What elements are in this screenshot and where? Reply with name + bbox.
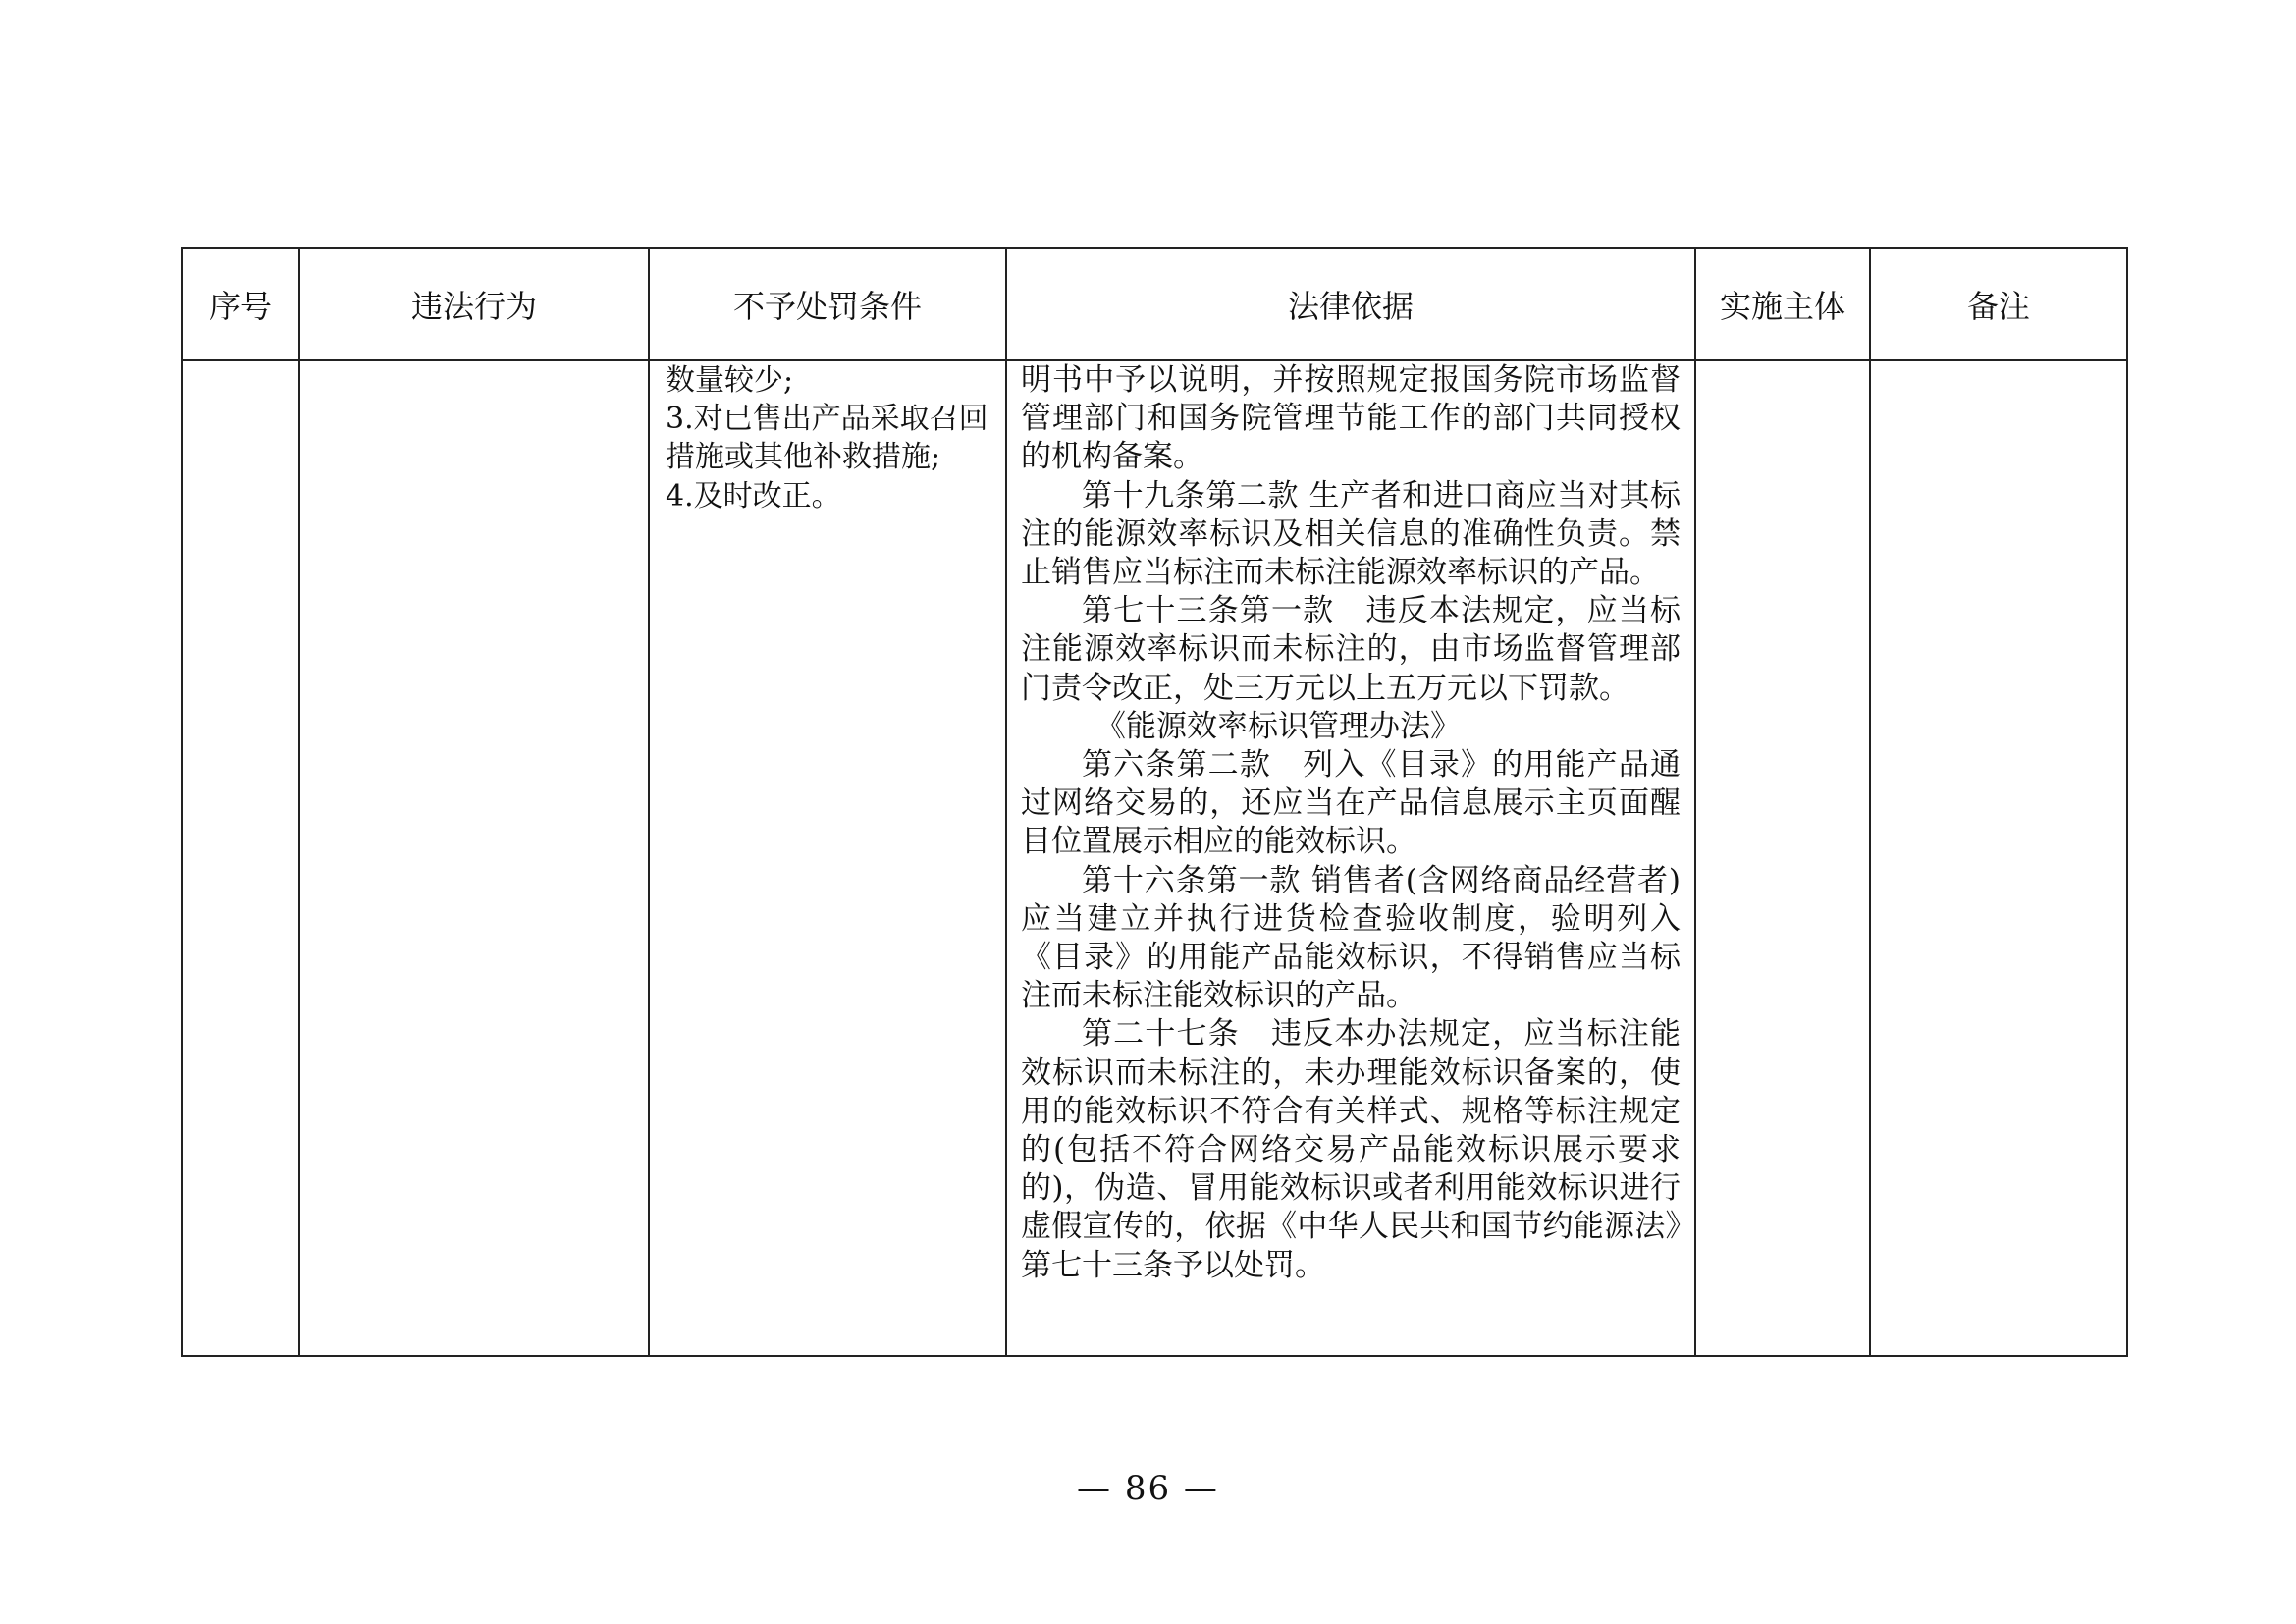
basis-paragraph: 第十九条第二款 生产者和进口商应当对其标注的能源效率标识及相关信息的准确性负责。禁止销售应当标注而未标注能源效率标识的产品。 [1021, 477, 1681, 591]
condition-line: 4.及时改正。 [666, 478, 841, 514]
cell-subject [1695, 360, 1870, 1356]
basis-paragraph: 第六条第二款 列入《目录》的用能产品通过网络交易的，还应当在产品信息展示主页面醒目位置展示相应的能效标识。 [1021, 747, 1681, 860]
regulation-table [181, 247, 2128, 1357]
condition-line: 数量较少; [666, 363, 794, 398]
basis-regulation-title: 《能源效率标识管理办法》 [1095, 708, 1461, 744]
basis-paragraph: 明书中予以说明，并按照规定报国务院市场监督管理部门和国务院管理节能工作的部门共同授权的机构备案。 [1021, 362, 1681, 475]
header-remarks: 备注 [1870, 248, 2127, 360]
basis-paragraph: 第七十三条第一款 违反本法规定，应当标注能源效率标识而未标注的，由市场监督管理部门责令改正，处三万元以上五万元以下罚款。 [1021, 593, 1681, 706]
header-row [182, 248, 2127, 360]
header-basis: 法律依据 [1006, 248, 1695, 360]
cell-seq [182, 360, 299, 1356]
cell-violation [299, 360, 649, 1356]
cell-remarks [1870, 360, 2127, 1356]
header-conditions: 不予处罚条件 [649, 248, 1006, 360]
basis-paragraph: 第二十七条 违反本办法规定，应当标注能效标识而未标注的，未办理能效标识备案的，使用的能效标识不符合有关样式、规格等标注规定的(包括不符合网络交易产品能效标识展示要求的)，伪造、冒用能效标识或者利用能效标识进行虚假宣传的，依据《中华人民共和国节约能源法》第七十三条予以处罚。 [1021, 1016, 1681, 1283]
header-seq: 序号 [182, 248, 299, 360]
condition-line: 措施或其他补救措施; [666, 440, 941, 475]
header-violation: 违法行为 [299, 248, 649, 360]
table-row [182, 360, 2127, 1356]
header-subject: 实施主体 [1695, 248, 1870, 360]
page-number: — 86 — [1077, 1469, 1219, 1508]
basis-paragraph: 第十六条第一款 销售者(含网络商品经营者)应当建立并执行进货检查验收制度，验明列入《目录》的用能产品能效标识，不得销售应当标注而未标注能效标识的产品。 [1021, 862, 1681, 1014]
cell-conditions [649, 360, 1006, 1356]
cell-legal-basis [1006, 360, 1695, 1356]
condition-line: 3.对已售出产品采取召回 [666, 402, 988, 437]
